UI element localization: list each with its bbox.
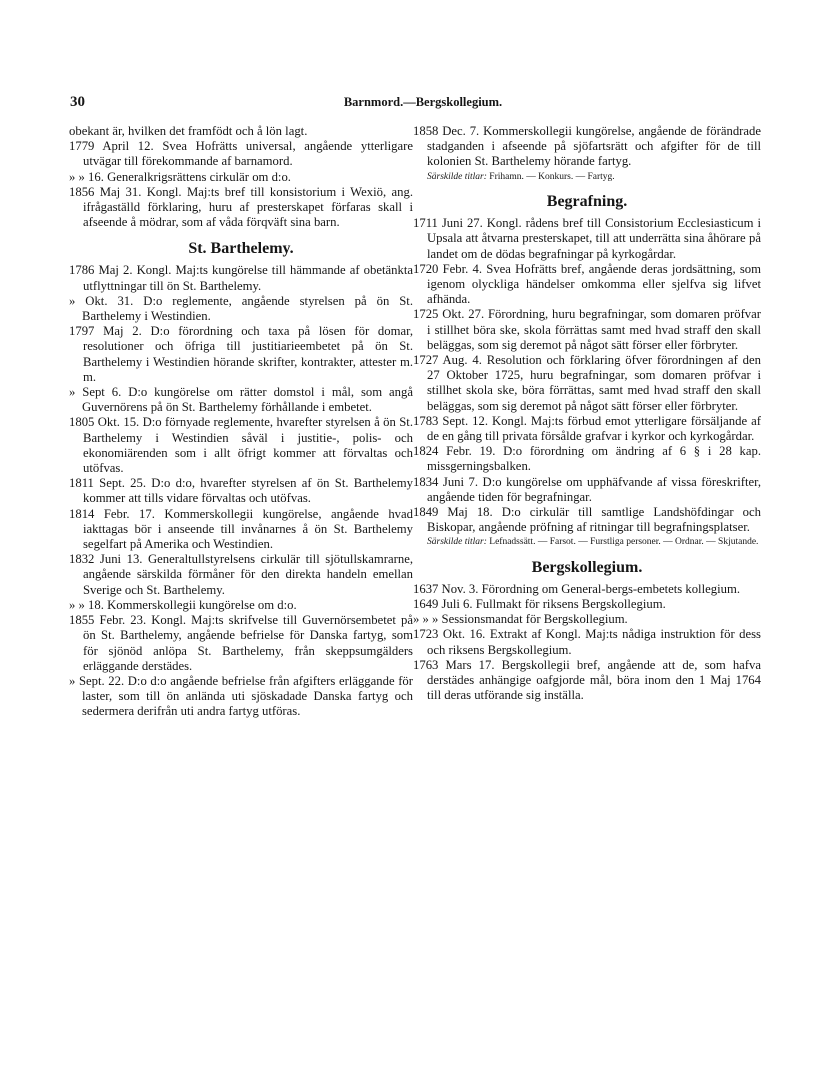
index-entry: 1855 Febr. 23. Kongl. Maj:ts skrifvelse till Guvernörsembetet på ön St. Barthelemy, angående befrielse för Danska fartyg, som för sjönöd anlöpa St. Barthelemy, från skeppsumgälders erläggande derstädes. (69, 613, 413, 673)
index-entry: 1727 Aug. 4. Resolution och förklaring öfver förordningen af den 27 Oktober 1725, huru begrafningar, som domaren pröfvar i stillhet skola ske, böra förrättas, samt med hvad straff den skall beläggas, som sig deremot på något sätt förser eller förbryter. (413, 352, 761, 413)
running-head: Barnmord.—Bergskollegium. (343, 95, 503, 109)
index-entry: 1723 Okt. 16. Extrakt af Kongl. Maj:ts nådiga instruktion för dess och riksens Bergskollegium. (413, 627, 761, 657)
see-also-text: Frihamn. — Konkurs. — Fartyg. (489, 171, 615, 182)
index-entry: 1786 Maj 2. Kongl. Maj:ts kungörelse till hämmande af obetänkta utflyttningar till ön St. Barthelemy. (69, 263, 413, 293)
page-header (70, 94, 776, 114)
index-entry: 1797 Maj 2. D:o förordning och taxa på lösen för domar, resolutioner och öfriga till justitiarieembetet på ön St. Barthelemy i Westindien hörande skrifter, kontrakter, attester m. m. (69, 324, 413, 384)
index-entry: 1711 Juni 27. Kongl. rådens bref till Consistorium Ecclesiasticum i Upsala att åtvarna presterskapet, till att underrätta sina åhörare på landet om de dödas begrafningar på kyrkogårdar. (413, 216, 761, 261)
index-entry: 1763 Mars 17. Bergskollegii bref, angående att de, som hafva derstädes anhängige oafgjorde mål, böra inom den 1 Maj 1764 till deras utförande sig inställa. (413, 657, 761, 703)
see-also-note (413, 536, 761, 549)
index-entry: 1649 Juli 6. Fullmakt för riksens Bergskollegium. (413, 597, 666, 612)
index-entry: 1783 Sept. 12. Kongl. Maj:ts förbud emot ytterligare försäljande af de en gång till privata försålde grafvar i kyrkor och kyrkogårdar. (413, 413, 761, 443)
index-entry: » » » Sessionsmandat för Bergskollegium. (413, 612, 628, 627)
index-entry: 1856 Maj 31. Kongl. Maj:ts bref till konsistorium i Wexiö, ang. ifrågaställd förklaring, huru af presterskapet förfaras skall i afseende å mödrar, som af våda förqväft sina barn. (69, 184, 413, 230)
index-entry: 1779 April 12. Svea Hofrätts universal, angående ytterligare utvägar till förekommande af barnamord. (69, 139, 413, 169)
section-heading: Begrafning. (546, 193, 628, 211)
index-entry: 1805 Okt. 15. D:o förnyade reglemente, hvarefter styrelsen å ön St. Barthelemy i Westindien såväl i justitie-, polis- och ekonomiärenden som i allt öfrigt kommer att förvaltas och utöfvas. (69, 415, 413, 476)
index-entry: » Sept 6. D:o kungörelse om rätter domstol i mål, som angå Guvernörens på ön St. Barthelemy förhållande i embetet. (69, 385, 413, 415)
section-heading: Bergskollegium. (531, 558, 643, 576)
right-column (413, 124, 761, 704)
index-entry: 1832 Juni 13. Generaltullstyrelsens cirkulär till sjötullskamrarne, angående särskilda förmåner för den direkta handeln emellan Sverige och St. Barthelemy. (69, 552, 413, 597)
page-number: 30 (70, 94, 85, 110)
index-entry: » » 18. Kommerskollegii kungörelse om d:o. (69, 597, 297, 612)
see-also-label: Särskilde titlar: (427, 537, 487, 548)
index-entry: 1720 Febr. 4. Svea Hofrätts bref, angående deras jordsättning, som igenom olyckliga händelser omkomma eller sjelfva sig lifvet afhända. (413, 261, 761, 307)
index-entry: 1858 Dec. 7. Kommerskollegii kungörelse, angående de förändrade stadganden i afseende på sjöfartsrätt och afgifter för de till kolonien St. Barthelemy hörande fartyg. (413, 124, 761, 169)
index-entry: obekant är, hvilken det framfödt och å lön lagt. (69, 124, 308, 138)
index-entry: » » 16. Generalkrigsrättens cirkulär om d:o. (69, 169, 291, 184)
index-entry: » Sept. 22. D:o d:o angående befrielse från afgifters erläggande för laster, som till ön anlända uti sjöskadade Danska fartyg och sedermera derifrån uti andra fartyg utföras. (69, 673, 413, 719)
index-entry: 1725 Okt. 27. Förordning, huru begrafningar, som domaren pröfvar i stillhet böra ske, skola förrättas samt med hvad straff den skall beläggas, som sig deremot på något sätt förser eller förbryter. (413, 307, 761, 352)
see-also-text: Lefnadssätt. — Farsot. — Furstliga personer. — Ordnar. — Skjutande. (489, 537, 759, 548)
index-entry: 1834 Juni 7. D:o kungörelse om upphäfvande af vissa föreskrifter, angående tiden för begrafningar. (413, 474, 761, 504)
index-entry: 1637 Nov. 3. Förordning om General-bergs-embetets kollegium. (413, 581, 740, 596)
index-entry: 1849 Maj 18. D:o cirkulär till samtlige Landshöfdingar och Biskopar, angående pröfning af ritningar till begrafningsplatser. (413, 504, 761, 535)
index-entry: 1811 Sept. 25. D:o d:o, hvarefter styrelsen af ön St. Barthelemy kommer att tills vidare förvaltas och utöfvas. (69, 476, 413, 506)
see-also-note (413, 171, 761, 184)
index-entry: » Okt. 31. D:o reglemente, angående styrelsen på ön St. Barthelemy i Westindien. (69, 293, 413, 324)
section-heading: St. Barthelemy. (188, 240, 294, 258)
index-entry: 1814 Febr. 17. Kommerskollegii kungörelse, angående hvad iakttagas bör i anseende till invånarnes å ön St. Barthelemy segelfart på Amerika och Westindien. (69, 506, 413, 552)
left-column (69, 124, 413, 720)
see-also-label: Särskilde titlar: (427, 171, 487, 182)
index-entry: 1824 Febr. 19. D:o förordning om ändring af 6 § i 28 kap. missgerningsbalken. (413, 444, 761, 474)
